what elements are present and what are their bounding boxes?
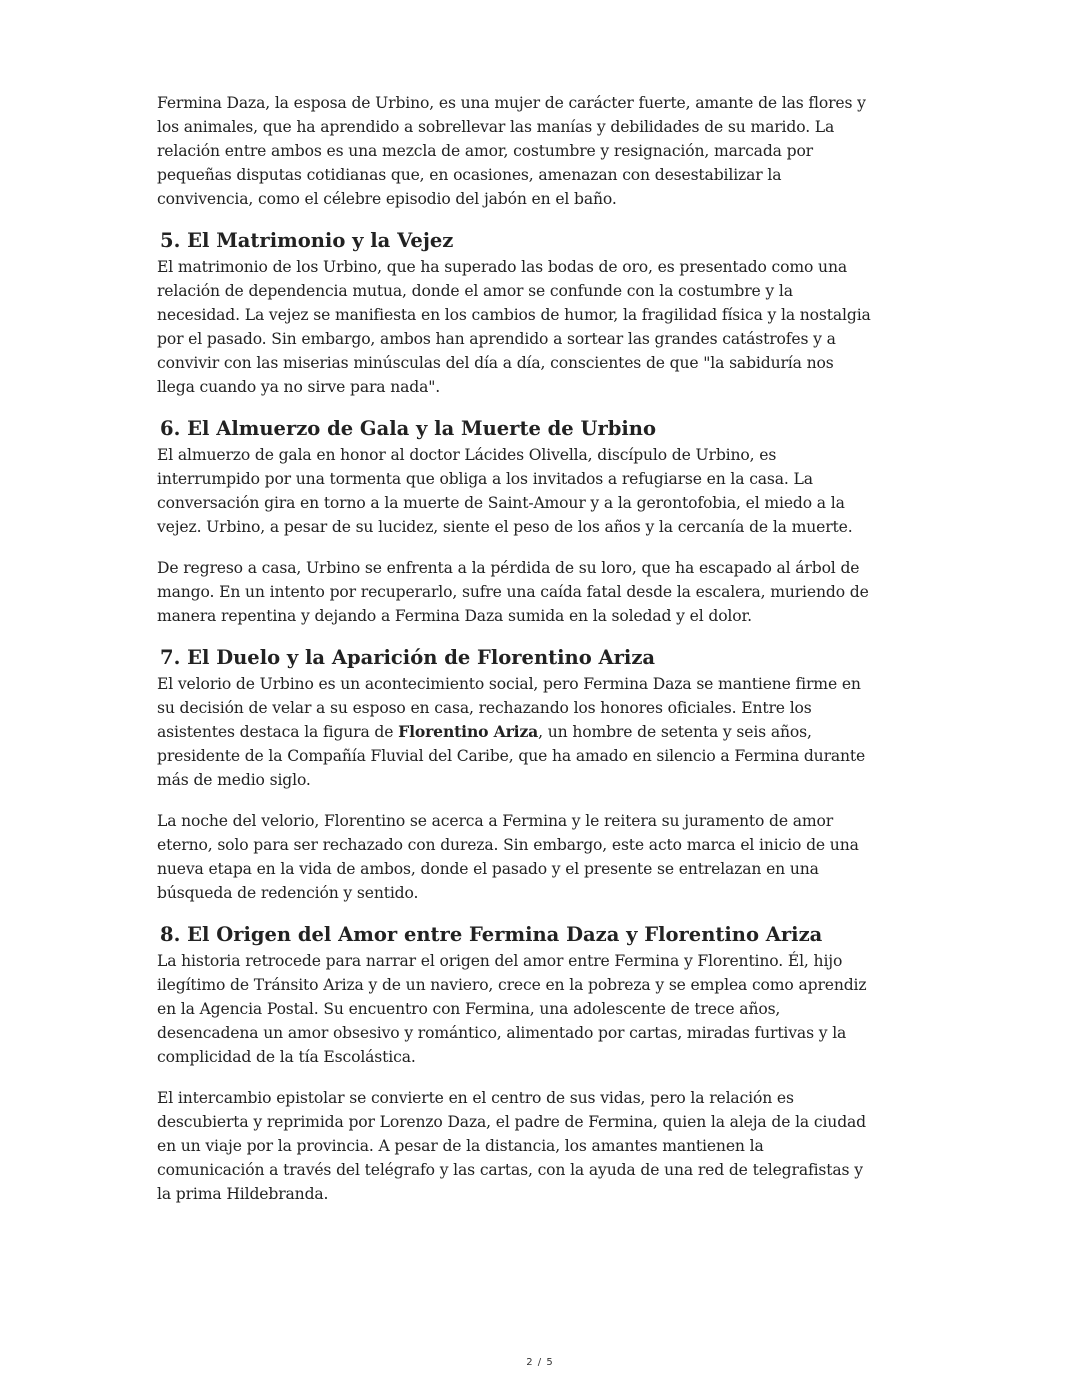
text-run: desencadena un amor obsesivo y romántico, alimentado por cartas, miradas furtivas y la <box>157 1024 847 1042</box>
text-run: El almuerzo de gala en honor al doctor Lácides Olivella, discípulo de Urbino, es <box>157 446 777 464</box>
text-line <box>157 91 937 115</box>
section-heading: 6. El Almuerzo de Gala y la Muerte de Urbino <box>160 417 656 440</box>
text-line <box>157 255 937 279</box>
text-run: su decisión de velar a su esposo en casa, rechazando los honores oficiales. Entre los <box>157 699 812 717</box>
text-run: por el pasado. Sin embargo, ambos han aprendido a sortear las grandes catástrofes y a <box>157 330 836 348</box>
text-run: conversación gira en torno a la muerte de Saint-Amour y a la gerontofobia, el miedo a la <box>157 494 845 512</box>
text-line <box>157 580 937 604</box>
paragraph <box>157 949 937 1069</box>
text-line <box>157 375 937 399</box>
text-line <box>157 949 937 973</box>
text-run: complicidad de la tía Escolástica. <box>157 1048 416 1066</box>
text-run: ilegítimo de Tránsito Ariza y de un naviero, crece en la pobreza y se emplea como aprendiz <box>157 976 867 994</box>
text-line <box>157 1021 937 1045</box>
text-run: interrumpido por una tormenta que obliga a los invitados a refugiarse en la casa. La <box>157 470 813 488</box>
text-run: Fermina Daza, la esposa de Urbino, es una mujer de carácter fuerte, amante de las flores y <box>157 94 866 112</box>
text-run: El velorio de Urbino es un acontecimiento social, pero Fermina Daza se mantiene firme en <box>157 675 861 693</box>
text-line <box>157 672 937 696</box>
paragraph <box>157 809 937 905</box>
text-run: necesidad. La vejez se manifiesta en los cambios de humor, la fragilidad física y la nostalgia <box>157 306 871 324</box>
text-line <box>157 696 937 720</box>
paragraph <box>157 91 937 211</box>
text-line <box>157 1182 937 1206</box>
text-line <box>157 491 937 515</box>
text-run: El matrimonio de los Urbino, que ha superado las bodas de oro, es presentado como una <box>157 258 847 276</box>
section-heading: 7. El Duelo y la Aparición de Florentino Ariza <box>160 646 656 669</box>
text-run: llega cuando ya no sirve para nada". <box>157 378 441 396</box>
text-run: El intercambio epistolar se convierte en el centro de sus vidas, pero la relación es <box>157 1089 794 1107</box>
text-line <box>157 997 937 1021</box>
text-line <box>157 279 937 303</box>
text-line <box>157 744 937 768</box>
text-line <box>157 1158 937 1182</box>
text-run: búsqueda de redención y sentido. <box>157 884 419 902</box>
text-line <box>157 1045 937 1069</box>
text-line <box>157 556 937 580</box>
text-line <box>157 809 937 833</box>
text-run: la prima Hildebranda. <box>157 1185 329 1203</box>
text-run: nueva etapa en la vida de ambos, donde el pasado y el presente se entrelazan en una <box>157 860 819 878</box>
text-line <box>157 467 937 491</box>
section-heading: 5. El Matrimonio y la Vejez <box>160 229 454 252</box>
paragraph <box>157 255 937 399</box>
text-line <box>157 1134 937 1158</box>
text-run: La noche del velorio, Florentino se acerca a Fermina y le reitera su juramento de amor <box>157 812 834 830</box>
text-line <box>157 768 937 792</box>
text-line <box>157 327 937 351</box>
text-run: en un viaje por la provincia. A pesar de la distancia, los amantes mantienen la <box>157 1137 764 1155</box>
text-run: vejez. Urbino, a pesar de su lucidez, siente el peso de los años y la cercanía de la muerte. <box>157 518 853 536</box>
text-run: relación entre ambos es una mezcla de amor, costumbre y resignación, marcada por <box>157 142 813 160</box>
text-run: relación de dependencia mutua, donde el amor se confunde con la costumbre y la <box>157 282 793 300</box>
text-line <box>157 1110 937 1134</box>
text-line <box>157 833 937 857</box>
text-line <box>157 163 937 187</box>
text-run: La historia retrocede para narrar el origen del amor entre Fermina y Florentino. Él, hijo <box>157 952 843 970</box>
text-line <box>157 973 937 997</box>
text-run: , un hombre de setenta y seis años, <box>538 723 812 741</box>
text-line <box>157 604 937 628</box>
text-line <box>157 303 937 327</box>
text-line <box>157 187 937 211</box>
text-line <box>157 139 937 163</box>
page-number: 2 / 5 <box>526 1357 554 1368</box>
text-run: eterno, solo para ser rechazado con dureza. Sin embargo, este acto marca el inicio de una <box>157 836 859 854</box>
section-heading: 8. El Origen del Amor entre Fermina Daza y Florentino Ariza <box>160 923 823 946</box>
text-line <box>157 857 937 881</box>
text-run: manera repentina y dejando a Fermina Daza sumida en la soledad y el dolor. <box>157 607 752 625</box>
text-run: más de medio siglo. <box>157 771 311 789</box>
text-run: presidente de la Compañía Fluvial del Caribe, que ha amado en silencio a Fermina durante <box>157 747 866 765</box>
paragraph <box>157 672 937 792</box>
text-line <box>157 115 937 139</box>
text-line <box>157 720 937 744</box>
text-line <box>157 1086 937 1110</box>
text-run: convivir con las miserias minúsculas del día a día, conscientes de que "la sabiduría nos <box>157 354 834 372</box>
text-line <box>157 443 937 467</box>
text-run: comunicación a través del telégrafo y las cartas, con la ayuda de una red de telegrafistas y <box>157 1161 863 1179</box>
text-line <box>157 351 937 375</box>
text-run: convivencia, como el célebre episodio del jabón en el baño. <box>157 190 617 208</box>
text-run: descubierta y reprimida por Lorenzo Daza, el padre de Fermina, quien la aleja de la ciudad <box>157 1113 867 1131</box>
paragraph <box>157 443 937 539</box>
paragraph <box>157 556 937 628</box>
bold-name: Florentino Ariza <box>398 722 539 741</box>
text-run: mango. En un intento por recuperarlo, sufre una caída fatal desde la escalera, muriendo de <box>157 583 869 601</box>
document-body <box>157 91 937 1223</box>
text-line <box>157 515 937 539</box>
text-line <box>157 881 937 905</box>
text-run: De regreso a casa, Urbino se enfrenta a la pérdida de su loro, que ha escapado al árbol de <box>157 559 860 577</box>
text-run: asistentes destaca la figura de <box>157 723 399 741</box>
text-run: en la Agencia Postal. Su encuentro con Fermina, una adolescente de trece años, <box>157 1000 781 1018</box>
paragraph <box>157 1086 937 1206</box>
text-run: los animales, que ha aprendido a sobrellevar las manías y debilidades de su marido. La <box>157 118 835 136</box>
text-run: pequeñas disputas cotidianas que, en ocasiones, amenazan con desestabilizar la <box>157 166 782 184</box>
